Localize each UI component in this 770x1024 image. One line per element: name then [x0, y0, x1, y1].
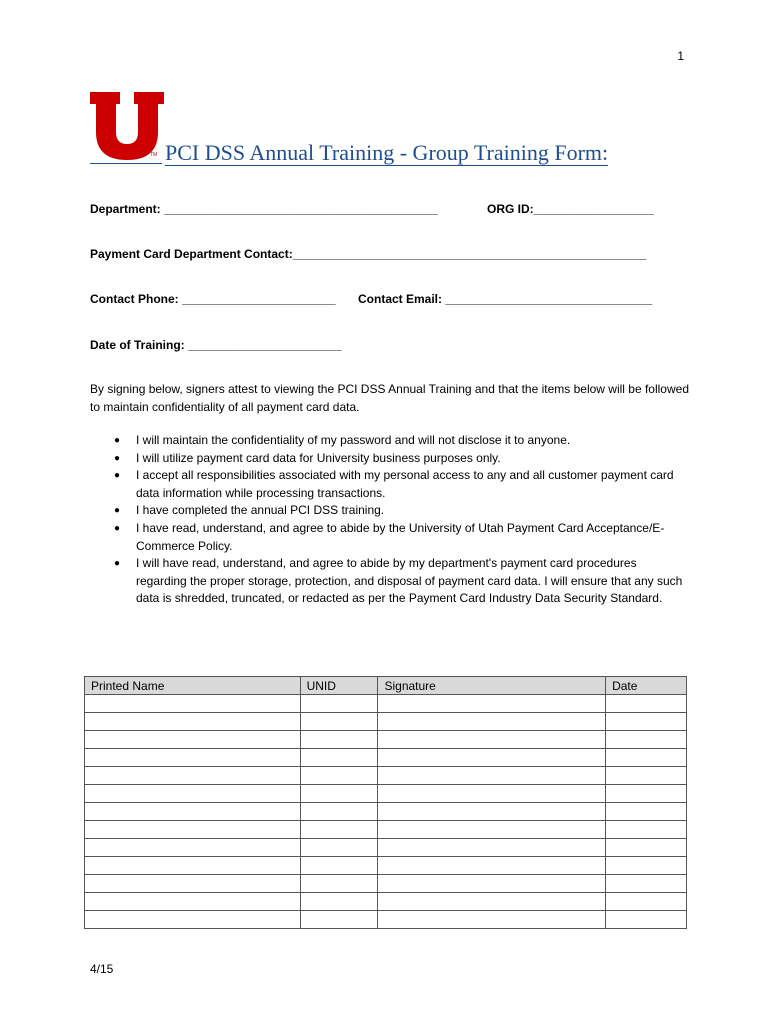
table-header-row: [85, 677, 687, 695]
unid-cell[interactable]: [300, 713, 378, 731]
list-item: [114, 450, 684, 468]
printed-name-cell[interactable]: [85, 875, 301, 893]
date-cell[interactable]: [606, 749, 687, 767]
unid-cell[interactable]: [300, 731, 378, 749]
unid-cell[interactable]: [300, 893, 378, 911]
signature-table: [84, 676, 687, 929]
date-cell[interactable]: [606, 857, 687, 875]
unid-cell[interactable]: [300, 785, 378, 803]
signature-cell[interactable]: [378, 713, 606, 731]
printed-name-cell[interactable]: [85, 803, 301, 821]
list-item-text: I accept all responsibilities associated with my personal access to any and all customer payment card data information while processing transactions.: [136, 468, 674, 500]
table-row: [85, 803, 687, 821]
signature-cell[interactable]: [378, 731, 606, 749]
signature-cell[interactable]: [378, 803, 606, 821]
date-cell[interactable]: [606, 695, 687, 713]
unid-cell[interactable]: [300, 767, 378, 785]
form-title: PCI DSS Annual Training - Group Training Form:: [165, 140, 609, 165]
attestation-list: [114, 432, 684, 608]
table-row: [85, 821, 687, 839]
table-row: [85, 695, 687, 713]
signature-cell[interactable]: [378, 911, 606, 929]
printed-name-cell[interactable]: [85, 767, 301, 785]
signature-cell[interactable]: [378, 767, 606, 785]
table-row: [85, 767, 687, 785]
list-item-text: I have read, understand, and agree to abide by the University of Utah Payment Card Acceptance/E-Commerce Policy.: [136, 520, 665, 553]
unid-cell[interactable]: [300, 803, 378, 821]
org-id-field[interactable]: ORG ID:__________________: [487, 202, 654, 216]
column-header-signature: Signature: [378, 677, 606, 695]
signature-cell[interactable]: [378, 821, 606, 839]
date-cell[interactable]: [606, 893, 687, 911]
date-cell[interactable]: [606, 803, 687, 821]
trademark-mark: TM: [150, 152, 158, 158]
date-cell[interactable]: [606, 767, 687, 785]
list-item-text: I will maintain the confidentiality of my password and will not disclose it to anyone.: [136, 433, 571, 447]
column-header-unid: UNID: [300, 677, 378, 695]
list-item: [114, 432, 684, 450]
bullet-icon: ●: [114, 470, 121, 482]
date-of-training-field[interactable]: Date of Training: _______________________: [90, 338, 342, 352]
date-cell[interactable]: [606, 731, 687, 749]
printed-name-cell[interactable]: [85, 785, 301, 803]
list-item-text: I will utilize payment card data for University business purposes only.: [136, 450, 501, 465]
date-cell[interactable]: [606, 713, 687, 731]
printed-name-cell[interactable]: [85, 821, 301, 839]
unid-cell[interactable]: [300, 821, 378, 839]
list-item: [114, 502, 684, 520]
signature-cell[interactable]: [378, 893, 606, 911]
attestation-intro: By signing below, signers attest to viewing the PCI DSS Annual Training and that the items below will be followed to maintain confidentiality of all payment card data.: [90, 382, 689, 414]
bullet-icon: ●: [114, 435, 121, 446]
printed-name-cell[interactable]: [85, 731, 301, 749]
department-field[interactable]: Department: _________________________________________: [90, 202, 438, 216]
table-row: [85, 875, 687, 893]
signature-table-body: [85, 695, 687, 929]
table-row: [85, 713, 687, 731]
printed-name-cell[interactable]: [85, 839, 301, 857]
signature-cell[interactable]: [378, 839, 606, 857]
unid-cell[interactable]: [300, 911, 378, 929]
contact-phone-field[interactable]: Contact Phone: _______________________: [90, 292, 336, 306]
title-underline: [90, 163, 162, 164]
table-row: [85, 785, 687, 803]
bullet-icon: ●: [114, 505, 121, 517]
form-title-block: [90, 141, 642, 169]
table-row: [85, 911, 687, 929]
date-cell[interactable]: [606, 785, 687, 803]
column-header-date: Date: [606, 677, 687, 695]
printed-name-cell[interactable]: [85, 713, 301, 731]
bullet-icon: ●: [114, 452, 121, 464]
printed-name-cell[interactable]: [85, 695, 301, 713]
table-row: [85, 893, 687, 911]
table-row: [85, 731, 687, 749]
date-cell[interactable]: [606, 839, 687, 857]
bullet-icon: ●: [114, 522, 121, 534]
column-header-printed-name: Printed Name: [85, 677, 301, 695]
list-item-text: I will have read, understand, and agree to abide by my department's payment card procedures regarding the proper storage, protection, and disposal of payment card data. I will ensure that any such data is shredded, truncated, or redacted as per the Payment Card Industry Data Security Standard.: [136, 556, 683, 606]
list-item: [114, 467, 684, 502]
signature-cell[interactable]: [378, 749, 606, 767]
unid-cell[interactable]: [300, 695, 378, 713]
page-number: 1: [677, 49, 684, 63]
table-row: [85, 749, 687, 767]
table-row: [85, 839, 687, 857]
list-item: [114, 520, 684, 555]
unid-cell[interactable]: [300, 857, 378, 875]
table-row: [85, 857, 687, 875]
bullet-icon: ●: [114, 558, 121, 570]
unid-cell[interactable]: [300, 875, 378, 893]
unid-cell[interactable]: [300, 749, 378, 767]
printed-name-cell[interactable]: [85, 749, 301, 767]
contact-email-field[interactable]: Contact Email: _______________________________: [358, 292, 653, 306]
list-item: [114, 555, 684, 608]
unid-cell[interactable]: [300, 839, 378, 857]
list-item-text: I have completed the annual PCI DSS training.: [136, 503, 385, 518]
footer-date: 4/15: [90, 962, 114, 976]
printed-name-cell[interactable]: [85, 857, 301, 875]
signature-cell[interactable]: [378, 695, 606, 713]
department-contact-field[interactable]: Payment Card Department Contact:_____________________________________________________: [90, 247, 647, 261]
printed-name-cell[interactable]: [85, 911, 301, 929]
signature-cell[interactable]: [378, 785, 606, 803]
date-cell[interactable]: [606, 911, 687, 929]
signature-cell[interactable]: [378, 875, 606, 893]
date-cell[interactable]: [606, 821, 687, 839]
printed-name-cell[interactable]: [85, 893, 301, 911]
signature-cell[interactable]: [378, 857, 606, 875]
date-cell[interactable]: [606, 875, 687, 893]
